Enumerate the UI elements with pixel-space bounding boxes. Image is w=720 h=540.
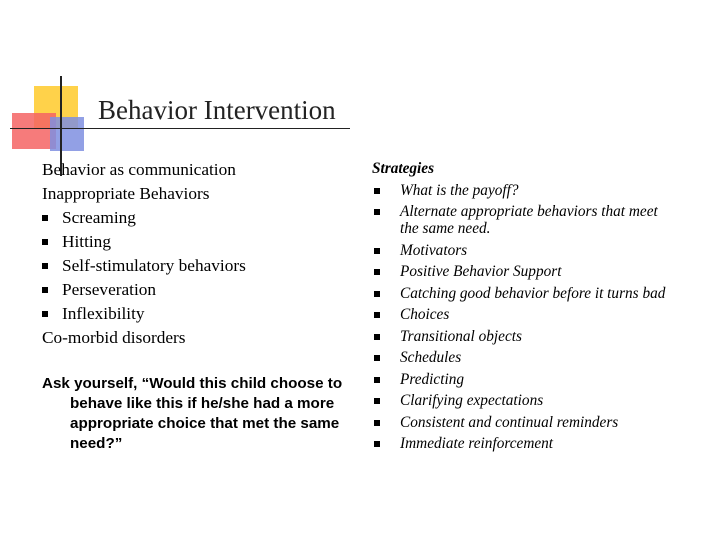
strategy-text: Catching good behavior before it turns bad (400, 284, 666, 302)
strategy-item (372, 201, 672, 240)
square-bullet-icon (374, 420, 380, 426)
strategy-text: Clarifying expectations (400, 392, 544, 409)
left-bullet-text: Perseveration (62, 280, 157, 299)
strategy-text: Consistent and continual reminders (400, 413, 619, 431)
strategy-text: Transitional objects (400, 327, 522, 345)
square-bullet-icon (374, 291, 380, 297)
strategy-text: What is the payoff? (400, 181, 519, 199)
strategy-text: Alternate appropriate behaviors that meet the same need. (400, 203, 658, 237)
left-line-inappropriate: Inappropriate Behaviors (42, 184, 210, 203)
left-bullet-text: Screaming (62, 208, 136, 227)
strategy-text: Motivators (400, 241, 468, 259)
square-bullet-icon (374, 441, 380, 447)
strategy-item (372, 326, 672, 348)
strategy-item (372, 347, 672, 369)
square-bullet-icon (374, 312, 380, 318)
question-text: Ask yourself, “Would this child choose to behave like this if he/she had a more appropriate choice that met the same need?” (42, 375, 343, 452)
strategy-item (372, 433, 672, 455)
square-bullet-icon (374, 248, 380, 254)
strategy-item (372, 390, 672, 412)
square-bullet-icon (374, 209, 380, 215)
strategies-heading: Strategies (372, 160, 435, 177)
strategy-item (372, 240, 672, 262)
strategy-item (372, 261, 672, 283)
square-bullet-icon (374, 355, 380, 361)
slide-title: Behavior Intervention (98, 95, 336, 125)
left-bullet-item (42, 302, 352, 326)
decor-horizontal-line (10, 128, 350, 129)
left-bullet-text: Inflexibility (62, 304, 145, 323)
strategy-item (372, 369, 672, 391)
left-bullet-item (42, 254, 352, 278)
strategy-text: Positive Behavior Support (400, 263, 562, 280)
left-line-communication: Behavior as communication (42, 160, 236, 179)
strategy-text: Choices (400, 306, 450, 323)
left-line-comorbid: Co-morbid disorders (42, 328, 186, 347)
left-bullet-item (42, 278, 352, 302)
strategy-text: Schedules (400, 349, 462, 366)
strategy-item (372, 304, 672, 326)
square-bullet-icon (374, 334, 380, 340)
square-bullet-icon (42, 215, 48, 221)
square-bullet-icon (374, 398, 380, 404)
strategy-text: Immediate reinforcement (400, 435, 554, 452)
strategy-item (372, 412, 672, 434)
strategy-item (372, 180, 672, 202)
strategy-item (372, 283, 672, 305)
square-bullet-icon (374, 269, 380, 275)
square-bullet-icon (374, 377, 380, 383)
left-bullet-text: Hitting (62, 232, 111, 251)
left-bullet-item (42, 206, 352, 230)
strategy-text: Predicting (400, 370, 465, 388)
square-bullet-icon (42, 239, 48, 245)
strategies-column (372, 158, 672, 455)
square-bullet-icon (42, 263, 48, 269)
left-bullet-text: Self-stimulatory behaviors (62, 256, 246, 275)
left-bullet-item (42, 230, 352, 254)
left-column (42, 158, 352, 350)
decor-blue-square (50, 117, 84, 151)
square-bullet-icon (42, 287, 48, 293)
square-bullet-icon (374, 188, 380, 194)
square-bullet-icon (42, 311, 48, 317)
